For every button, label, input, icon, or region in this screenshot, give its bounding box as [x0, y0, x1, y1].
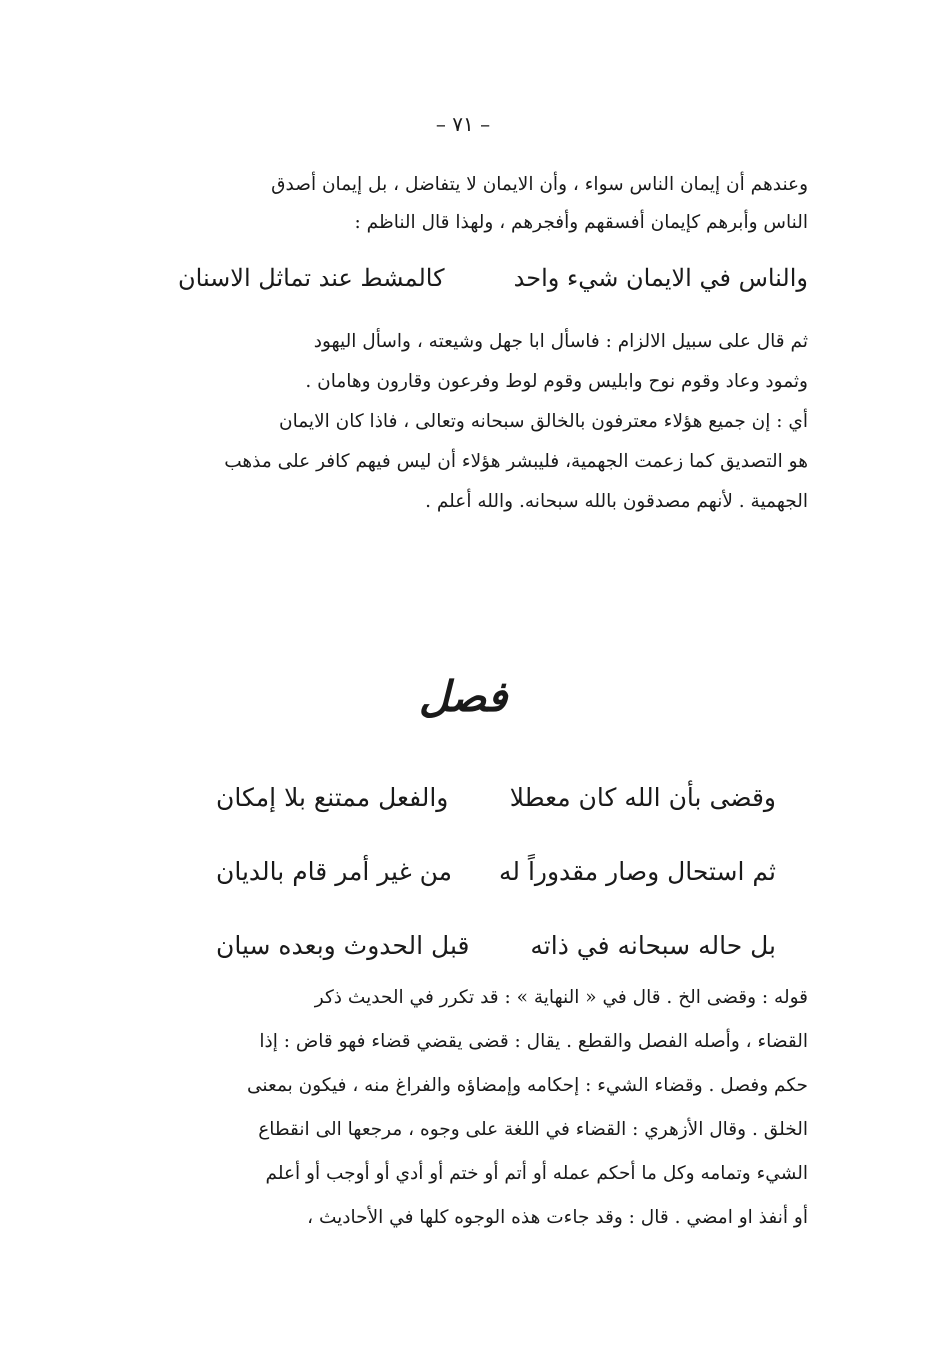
text-line: ثم قال على سبيل الالزام : فاسأل ابا جهل وشيعته ، واسأل اليهود	[313, 331, 808, 352]
page-number: – ٧١ –	[435, 112, 491, 136]
section-heading: فصل	[418, 672, 508, 721]
text-line: الجهمية . لأنهم مصدقون بالله سبحانه. والله أعلم .	[425, 491, 808, 512]
text-line: حكم وفصل . وقضاء الشيء : إحكامه وإمضاؤه والفراغ منه ، فيكون بمعنى	[247, 1075, 808, 1096]
featured-verse	[178, 264, 808, 292]
poem-first-hemistich: بل حاله سبحانه في ذاته	[530, 930, 776, 960]
text-line: قوله : وقضى الخ . قال في « النهاية » : قد تكرر في الحديث ذكر	[314, 987, 808, 1008]
text-line: القضاء ، وأصله الفصل والقطع . يقال : قضى يقضي قضاء فهو قاض : إذا	[259, 1031, 808, 1052]
poem-second-hemistich: والفعل ممتنع بلا إمكان	[216, 782, 449, 812]
text-line: وعندهم أن إيمان الناس سواء ، وأن الايمان لا يتفاضل ، بل إيمان أصدق	[271, 174, 808, 195]
text-line: الشيء وتمامه وكل ما أحكم عمله أو أتم أو ختم أو أدي أو أوجب أو أعلم	[265, 1163, 808, 1184]
explanation-paragraph	[178, 976, 808, 1240]
poem-first-hemistich: ثم استحال وصار مقدوراً له	[498, 856, 776, 886]
text-line: الناس وأبرهم كإيمان أفسقهم وأفجرهم ، ولهذا قال الناظم :	[354, 212, 808, 233]
poem-second-hemistich: من غير أمر قام بالديان	[216, 856, 453, 886]
text-line: أي : إن جميع هؤلاء معترفون بالخالق سبحانه وتعالى ، فاذا كان الايمان	[279, 411, 808, 432]
text-line: أو أنفذ او امضي . قال : وقد جاءت هذه الوجوه كلها في الأحاديث ،	[307, 1207, 808, 1228]
poem-first-hemistich: وقضى بأن الله كان معطلا	[509, 782, 776, 812]
commentary-paragraph	[178, 322, 808, 522]
poem-verse	[216, 760, 776, 834]
verse-first-hemistich: والناس في الايمان شيء واحد	[513, 264, 808, 292]
text-line: الخلق . وقال الأزهري : القضاء في اللغة على وجوه ، مرجعها الى انقطاع	[258, 1119, 808, 1140]
text-line: وثمود وعاد وقوم نوح وابليس وقوم لوط وفرعون وقارون وهامان .	[305, 371, 808, 392]
poem-verse	[216, 834, 776, 908]
verse-second-hemistich: كالمشط عند تماثل الاسنان	[178, 264, 445, 292]
poem-verse	[216, 908, 776, 982]
text-line: هو التصديق كما زعمت الجهمية، فليبشر هؤلاء أن ليس فيهم كافر على مذهب	[224, 451, 808, 472]
intro-paragraph	[178, 166, 808, 242]
poem-second-hemistich: قبل الحدوث وبعده سيان	[216, 930, 470, 960]
poem	[216, 760, 776, 982]
